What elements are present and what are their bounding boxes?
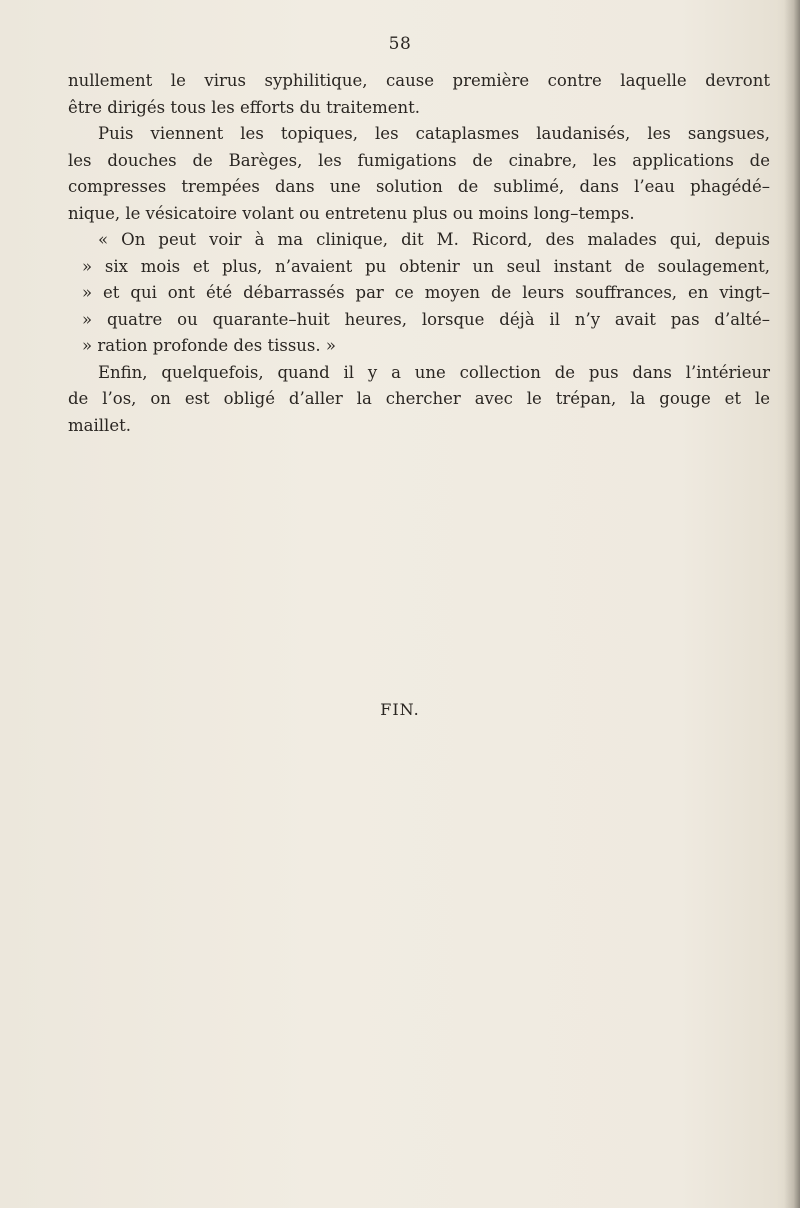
quotation-line: » six mois et plus, n’avaient pu obtenir un seul instant de soulagement,	[82, 256, 770, 276]
text-line: nique, le vésicatoire volant ou entretenu plus ou moins long–temps.	[68, 203, 635, 223]
text-line: de l’os, on est obligé d’aller la chercher avec le trépan, la gouge et le	[68, 389, 770, 408]
text-line: compresses trempées dans une solution de sublimé, dans l’eau phagédé–	[68, 177, 770, 196]
paragraph-start-line: Enfin, quelquefois, quand il y a une collection de pus dans l’intérieur	[98, 362, 770, 382]
paragraph-start-line: Puis viennent les topiques, les cataplasmes laudanisés, les sangsues,	[98, 124, 770, 143]
body-text	[68, 68, 770, 439]
page-edge-shadow	[784, 0, 800, 1208]
end-mark: FIN.	[380, 700, 420, 719]
quotation-end-line: » ration profonde des tissus. »	[82, 336, 336, 355]
quotation-start-line: « On peut voir à ma clinique, dit M. Ricord, des malades qui, depuis	[98, 230, 770, 249]
text-line: être dirigés tous les efforts du traitement.	[68, 97, 421, 117]
text-line: maillet.	[68, 415, 131, 435]
page-number: 58	[388, 34, 412, 54]
quotation-line: » quatre ou quarante–huit heures, lorsque déjà il n’y avait pas d’alté–	[82, 309, 770, 329]
text-line: nullement le virus syphilitique, cause première contre laquelle devront	[68, 71, 770, 90]
quotation-line: » et qui ont été débarrassés par ce moyen de leurs souffrances, en vingt–	[82, 283, 770, 302]
text-line: les douches de Barèges, les fumigations de cinabre, les applications de	[68, 150, 770, 170]
